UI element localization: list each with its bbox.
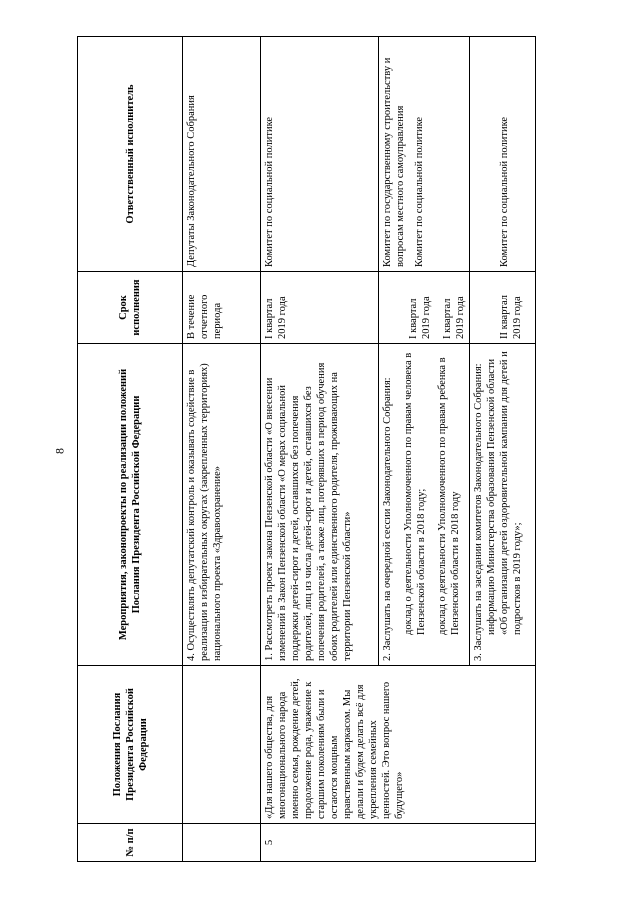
header-deadline: Срок исполнения [78,272,183,344]
executor-item: Комитет по социальной политике [414,116,425,267]
cell-measure [470,344,536,666]
executor-item: Комитет по социальной политике [499,116,510,267]
cell-deadline [379,272,470,344]
header-provision: Положения Послания Президента Российской Федерации [78,666,183,824]
page-number-text: 8 [52,448,67,454]
measure-intro: 2. Заслушать на очередной сессии Законодательного Собрания: [382,377,393,661]
cell-executor: Комитет по социальной политике [261,37,379,272]
cell-provision: «Для нашего общества, для многонационального народа именно семья, рождение детей, продолжение рода, уважение к старшим поколениям были и остаются мощным нравственным каркасом. Мы делали и будем делать всё для укрепления семейных ценностей. Это вопрос нашего будущего» [261,666,536,824]
deadline-item: I квартал 2019 года [408,296,432,339]
table-row [183,37,261,862]
page-number [52,441,67,461]
header-measures: Мероприятия, законопроекты по реализации положений Послания Президента Российской Федерации [78,344,183,666]
header-num: № п/п [78,824,183,862]
cell-provision-empty [183,666,261,824]
table-row [261,37,379,862]
measure-intro: 3. Заслушать на заседании комитетов Законодательного Собрания: [473,363,484,661]
measure-item: доклад о деятельности Уполномоченного по правам ребенка в Пензенской области в 2018 году [437,357,461,635]
rotated-page-content [77,37,529,862]
cell-num: 5 [261,824,536,862]
cell-deadline: В течение отчетного периода [183,272,261,344]
cell-deadline: I квартал 2019 года [261,272,379,344]
cell-executor: Депутаты Законодательного Собрания [183,37,261,272]
measure-item: доклад о деятельности Уполномоченного по правам человека в Пензенской области в 2018 году; [403,352,427,635]
cell-measure: 4. Осуществлять депутатский контроль и оказывать содействие в реализации в избирательных округах (закрепленных территориях) национального проекта «Здравоохранение» [183,344,261,666]
cell-executor [379,37,470,272]
deadline-item: II квартал 2019 года [499,294,523,339]
measures-table [77,36,536,862]
cell-deadline [470,272,536,344]
measure-item: информацию Министерства образования Пензенской области «Об организации детей оздоровительной кампании для детей и подростков в 2019 году»; [486,351,523,635]
deadline-item: I квартал 2019 года [442,296,466,339]
executor-item: Комитет по государственному строительству и вопросам местного самоуправления [382,57,406,267]
cell-measure [379,344,470,666]
header-executor: Ответственный исполнитель [78,37,183,272]
cell-num-empty [183,824,261,862]
cell-measure: 1. Рассмотреть проект закона Пензенской области «О внесении изменений в Закон Пензенской области «О мерах социальной поддержки детей-сирот и детей, оставшихся без попечения родителей, лиц из числа детей-сирот и детей, оставшихся без попечения родителей, а также лиц, потерявших в период обучения обоих родителей или единственного родителя, проживающих на территории Пензенской области» [261,344,379,666]
table-header-row [78,37,183,862]
cell-executor [470,37,536,272]
